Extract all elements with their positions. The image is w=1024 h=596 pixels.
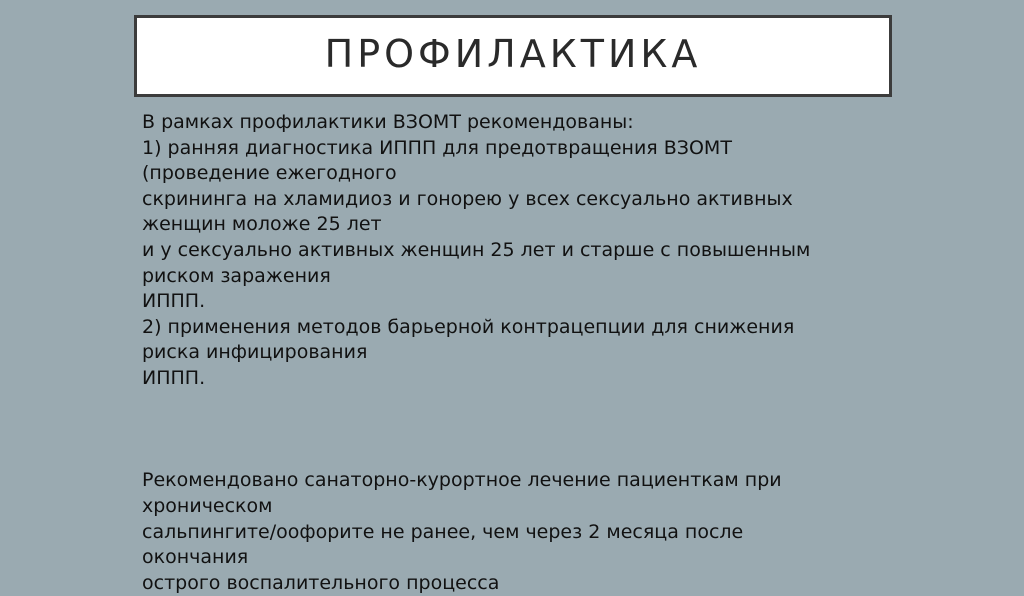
body-line: 2) применения методов барьерной контрацепции для снижения: [142, 315, 795, 338]
body-line: женщин моложе 25 лет: [142, 213, 382, 236]
body-line: острого воспалительного процесса: [142, 571, 500, 594]
body-line: риском заражения: [142, 264, 331, 287]
body-line: сальпингите/оофорите не ранее, чем через 2 месяца после: [142, 520, 744, 543]
body-line: и у сексуально активных женщин 25 лет и старше с повышенным: [142, 238, 811, 261]
body-line: ИППП.: [142, 366, 206, 389]
body-line: ИППП.: [142, 290, 206, 313]
body-line: 1) ранняя диагностика ИППП для предотвращения ВЗОМТ: [142, 136, 732, 159]
body-line: (проведение ежегодного: [142, 162, 397, 185]
body-line: окончания: [142, 546, 249, 569]
slide-title: ПРОФИЛАКТИКА: [324, 32, 702, 76]
body-line: Рекомендовано санаторно-курортное лечение пациенткам при: [142, 469, 782, 492]
slide-body: [142, 110, 902, 596]
body-line: скрининга на хламидиоз и гонорею у всех сексуально активных: [142, 187, 793, 210]
body-line: риска инфицирования: [142, 341, 368, 364]
paragraph-gap: [142, 392, 902, 469]
title-box: [134, 15, 892, 97]
body-line: хроническом: [142, 494, 273, 517]
body-line: В рамках профилактики ВЗОМТ рекомендованы:: [142, 111, 634, 133]
